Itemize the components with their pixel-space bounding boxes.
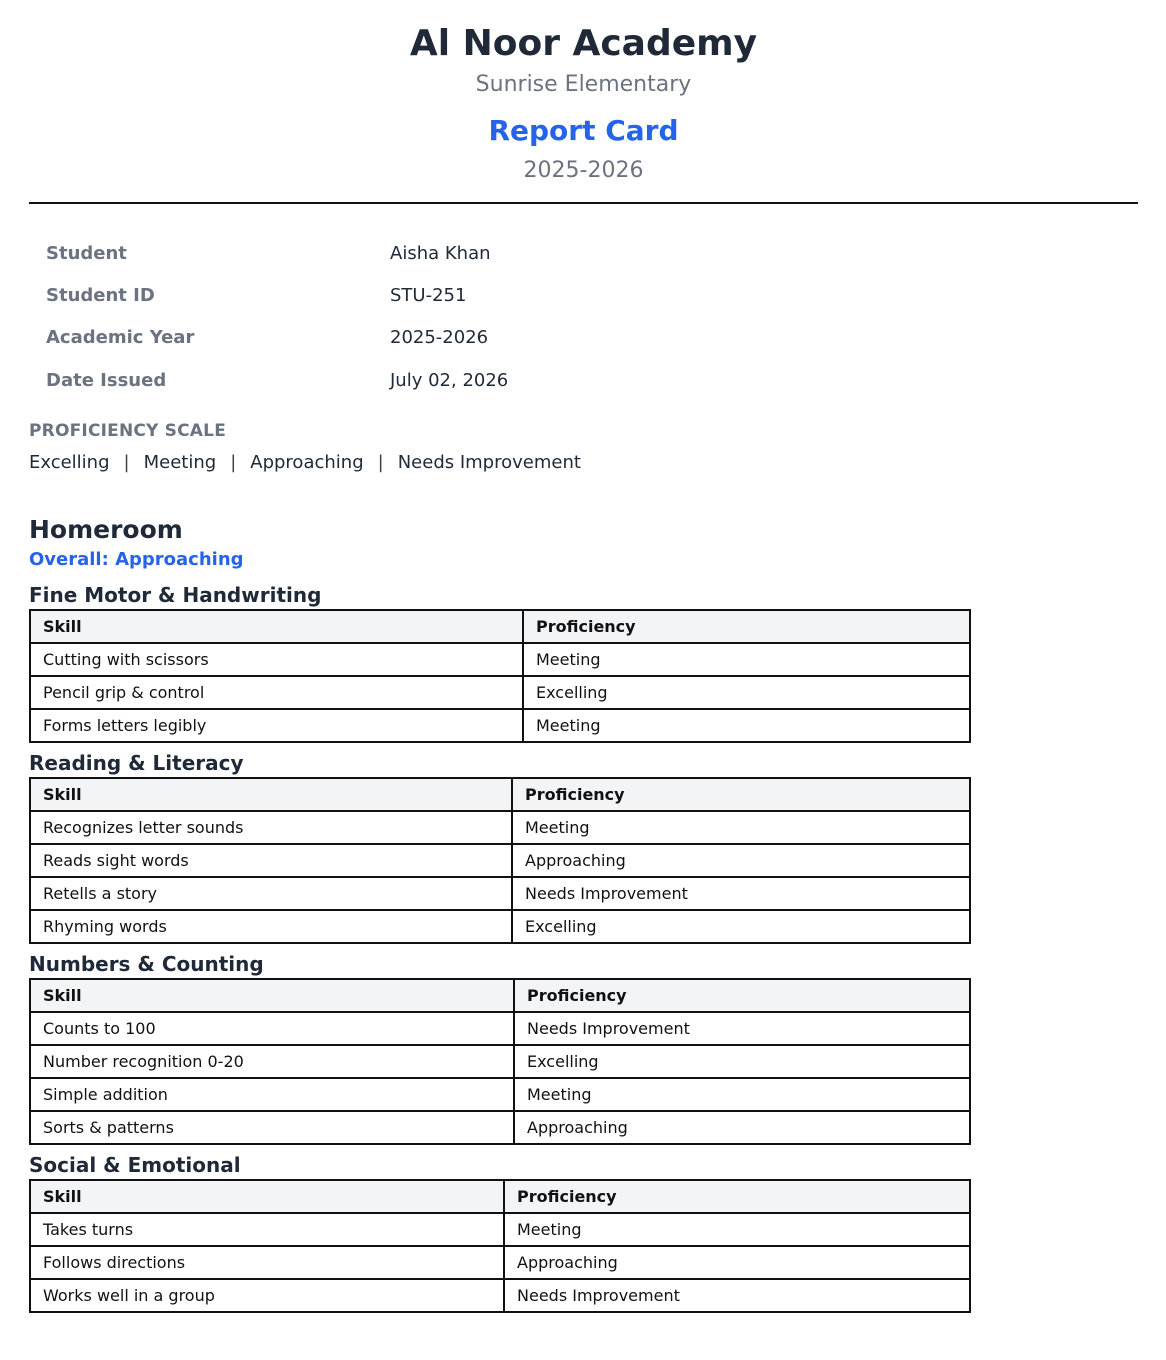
proficiency-cell: Needs Improvement bbox=[512, 877, 970, 910]
table-row bbox=[30, 1279, 970, 1312]
skill-cell: Reads sight words bbox=[30, 844, 512, 877]
info-row-student-id bbox=[46, 274, 946, 316]
document-year: 2025-2026 bbox=[523, 158, 644, 183]
proficiency-cell: Excelling bbox=[514, 1045, 970, 1078]
report-header bbox=[29, 0, 1138, 186]
proficiency-cell: Approaching bbox=[512, 844, 970, 877]
info-value: 2025-2026 bbox=[390, 327, 489, 349]
section-numbers-counting bbox=[29, 951, 971, 1145]
skill-cell: Counts to 100 bbox=[30, 1012, 514, 1045]
table-row bbox=[30, 1045, 970, 1078]
table-row bbox=[30, 844, 970, 877]
skill-cell: Rhyming words bbox=[30, 910, 512, 943]
proficiency-header: Proficiency bbox=[523, 610, 970, 643]
table-row bbox=[30, 1078, 970, 1111]
skill-cell: Works well in a group bbox=[30, 1279, 504, 1312]
info-row-student bbox=[46, 232, 946, 274]
scale-level: Meeting bbox=[143, 452, 217, 473]
scale-level: Approaching bbox=[250, 452, 364, 473]
proficiency-cell: Meeting bbox=[512, 811, 970, 844]
skill-cell: Takes turns bbox=[30, 1213, 504, 1246]
proficiency-cell: Excelling bbox=[512, 910, 970, 943]
proficiency-cell: Meeting bbox=[523, 643, 970, 676]
proficiency-cell: Approaching bbox=[514, 1111, 970, 1144]
proficiency-header: Proficiency bbox=[504, 1180, 970, 1213]
table-header-row bbox=[30, 979, 970, 1012]
info-value: STU-251 bbox=[390, 284, 467, 306]
student-info bbox=[46, 232, 946, 401]
proficiency-cell: Excelling bbox=[523, 676, 970, 709]
info-row-academic-year bbox=[46, 317, 946, 359]
proficiency-cell: Meeting bbox=[514, 1078, 970, 1111]
info-label: Academic Year bbox=[46, 327, 195, 349]
scale-separator: | bbox=[377, 452, 384, 473]
proficiency-cell: Meeting bbox=[523, 709, 970, 742]
homeroom-title: Homeroom bbox=[29, 515, 183, 544]
scale-levels bbox=[29, 448, 929, 478]
campus-name: Sunrise Elementary bbox=[475, 72, 692, 97]
section-title: Numbers & Counting bbox=[29, 952, 264, 976]
table-row bbox=[30, 1246, 970, 1279]
skills-table bbox=[29, 609, 971, 743]
info-value: July 02, 2026 bbox=[390, 369, 509, 391]
info-label: Student bbox=[46, 242, 127, 264]
proficiency-header: Proficiency bbox=[514, 979, 970, 1012]
report-card-page bbox=[29, 0, 1138, 1305]
skill-cell: Sorts & patterns bbox=[30, 1111, 514, 1144]
section-social-emotional bbox=[29, 1152, 971, 1313]
proficiency-cell: Approaching bbox=[504, 1246, 970, 1279]
skill-cell: Pencil grip & control bbox=[30, 676, 523, 709]
skill-header: Skill bbox=[30, 778, 512, 811]
skills-table bbox=[29, 777, 971, 944]
skill-cell: Forms letters legibly bbox=[30, 709, 523, 742]
scale-separator: | bbox=[123, 452, 130, 473]
table-row bbox=[30, 811, 970, 844]
scale-level: Excelling bbox=[29, 452, 110, 473]
table-row bbox=[30, 676, 970, 709]
table-row bbox=[30, 910, 970, 943]
proficiency-cell: Needs Improvement bbox=[504, 1279, 970, 1312]
skill-header: Skill bbox=[30, 979, 514, 1012]
table-row bbox=[30, 1111, 970, 1144]
table-row bbox=[30, 1213, 970, 1246]
school-name: Al Noor Academy bbox=[409, 23, 758, 64]
skill-cell: Number recognition 0-20 bbox=[30, 1045, 514, 1078]
proficiency-cell: Needs Improvement bbox=[514, 1012, 970, 1045]
scale-level: Needs Improvement bbox=[397, 452, 581, 473]
homeroom-overall: Overall: Approaching bbox=[29, 549, 244, 570]
info-row-date-issued bbox=[46, 359, 946, 401]
section-title: Fine Motor & Handwriting bbox=[29, 583, 322, 607]
table-row bbox=[30, 643, 970, 676]
table-row bbox=[30, 709, 970, 742]
skill-header: Skill bbox=[30, 1180, 504, 1213]
info-label: Student ID bbox=[46, 284, 155, 306]
scale-title: PROFICIENCY SCALE bbox=[29, 421, 227, 441]
proficiency-header: Proficiency bbox=[512, 778, 970, 811]
skill-cell: Retells a story bbox=[30, 877, 512, 910]
table-header-row bbox=[30, 610, 970, 643]
skill-cell: Cutting with scissors bbox=[30, 643, 523, 676]
section-reading-literacy bbox=[29, 750, 971, 944]
section-fine-motor bbox=[29, 582, 971, 743]
scale-separator: | bbox=[230, 452, 237, 473]
table-row bbox=[30, 877, 970, 910]
skills-table bbox=[29, 1179, 971, 1313]
table-header-row bbox=[30, 778, 970, 811]
info-label: Date Issued bbox=[46, 369, 167, 391]
skill-cell: Simple addition bbox=[30, 1078, 514, 1111]
table-header-row bbox=[30, 1180, 970, 1213]
section-title: Social & Emotional bbox=[29, 1153, 241, 1177]
skill-header: Skill bbox=[30, 610, 523, 643]
skills-table bbox=[29, 978, 971, 1145]
skill-cell: Recognizes letter sounds bbox=[30, 811, 512, 844]
table-row bbox=[30, 1012, 970, 1045]
skill-cell: Follows directions bbox=[30, 1246, 504, 1279]
proficiency-cell: Meeting bbox=[504, 1213, 970, 1246]
section-title: Reading & Literacy bbox=[29, 751, 244, 775]
header-divider bbox=[29, 202, 1138, 204]
document-title: Report Card bbox=[488, 114, 679, 147]
homeroom-section bbox=[29, 513, 971, 1313]
info-value: Aisha Khan bbox=[390, 242, 491, 264]
proficiency-scale bbox=[29, 418, 929, 478]
